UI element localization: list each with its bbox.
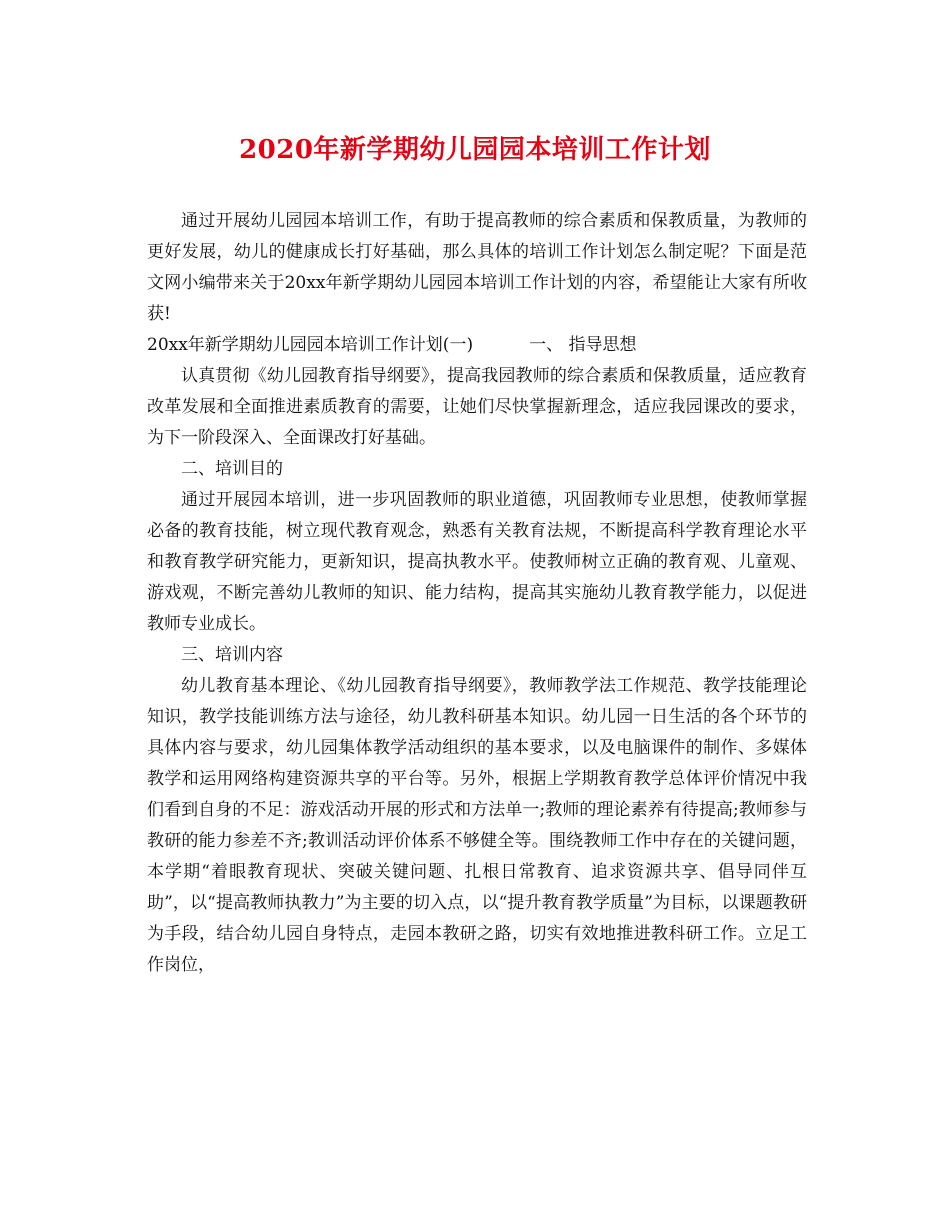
- section-heading-guiding-ideology: 一、 指导思想: [529, 335, 637, 355]
- training-content-paragraph: 幼儿教育基本理论、《幼儿园教育指导纲要》，教师教学法工作规范、教学技能理论知识，教学技能训练方法与途径，幼儿教科研基本知识。幼儿园一日生活的各个环节的具体内容与要求，幼儿园集体教学活动组织的基本要求，以及电脑课件的制作、多媒体教学和运用网络构建资源共享的平台等。另外，根据上学期教育教学总体评价情况中我们看到自身的不足：游戏活动开展的形式和方法单一;教师的理论素养有待提高;教师参与教研的能力参差不齐;教训活动评价体系不够健全等。围绕教师工作中存在的关键问题，本学期“着眼教育现状、突破关键问题、扎根日常教育、追求资源共享、倡导同伴互助”，以“提高教师执教力”为主要的切入点，以“提升教育教学质量”为目标，以课题教研为手段，结合幼儿园自身特点，走园本教研之路，切实有效地推进教科研工作。立足工作岗位，: [147, 676, 807, 975]
- section-heading-training-content: 三、培训内容: [181, 645, 283, 665]
- plan-title-line: [147, 330, 807, 361]
- intro-paragraph: 通过开展幼儿园园本培训工作，有助于提高教师的综合素质和保教质量，为教师的更好发展，幼儿的健康成长打好基础，那么具体的培训工作计划怎么制定呢？下面是范文网小编带来关于20xx年新学期幼儿园园本培训工作计划的内容，希望能让大家有所收获!: [147, 211, 807, 324]
- plan-title: 20xx年新学期幼儿园园本培训工作计划(一): [147, 335, 474, 355]
- guiding-ideology-paragraph: 认真贯彻《幼儿园教育指导纲要》，提高我园教师的综合素质和保教质量，适应教育改革发展和全面推进素质教育的需要，让她们尽快掌握新理念，适应我园课改的要求，为下一阶段深入、全面课改打好基础。: [147, 366, 807, 448]
- document-body: [147, 206, 807, 981]
- document-title: 2020年新学期幼儿园园本培训工作计划: [239, 135, 711, 165]
- section-heading-training-purpose: 二、培训目的: [181, 459, 283, 479]
- training-purpose-paragraph: 通过开展园本培训，进一步巩固教师的职业道德，巩固教师专业思想，使教师掌握必备的教育技能，树立现代教育观念，熟悉有关教育法规，不断提高科学教育理论水平和教育教学研究能力，更新知识，提高执教水平。使教师树立正确的教育观、儿童观、游戏观，不断完善幼儿教师的知识、能力结构，提高其实施幼儿教育教学能力，以促进教师专业成长。: [147, 490, 807, 634]
